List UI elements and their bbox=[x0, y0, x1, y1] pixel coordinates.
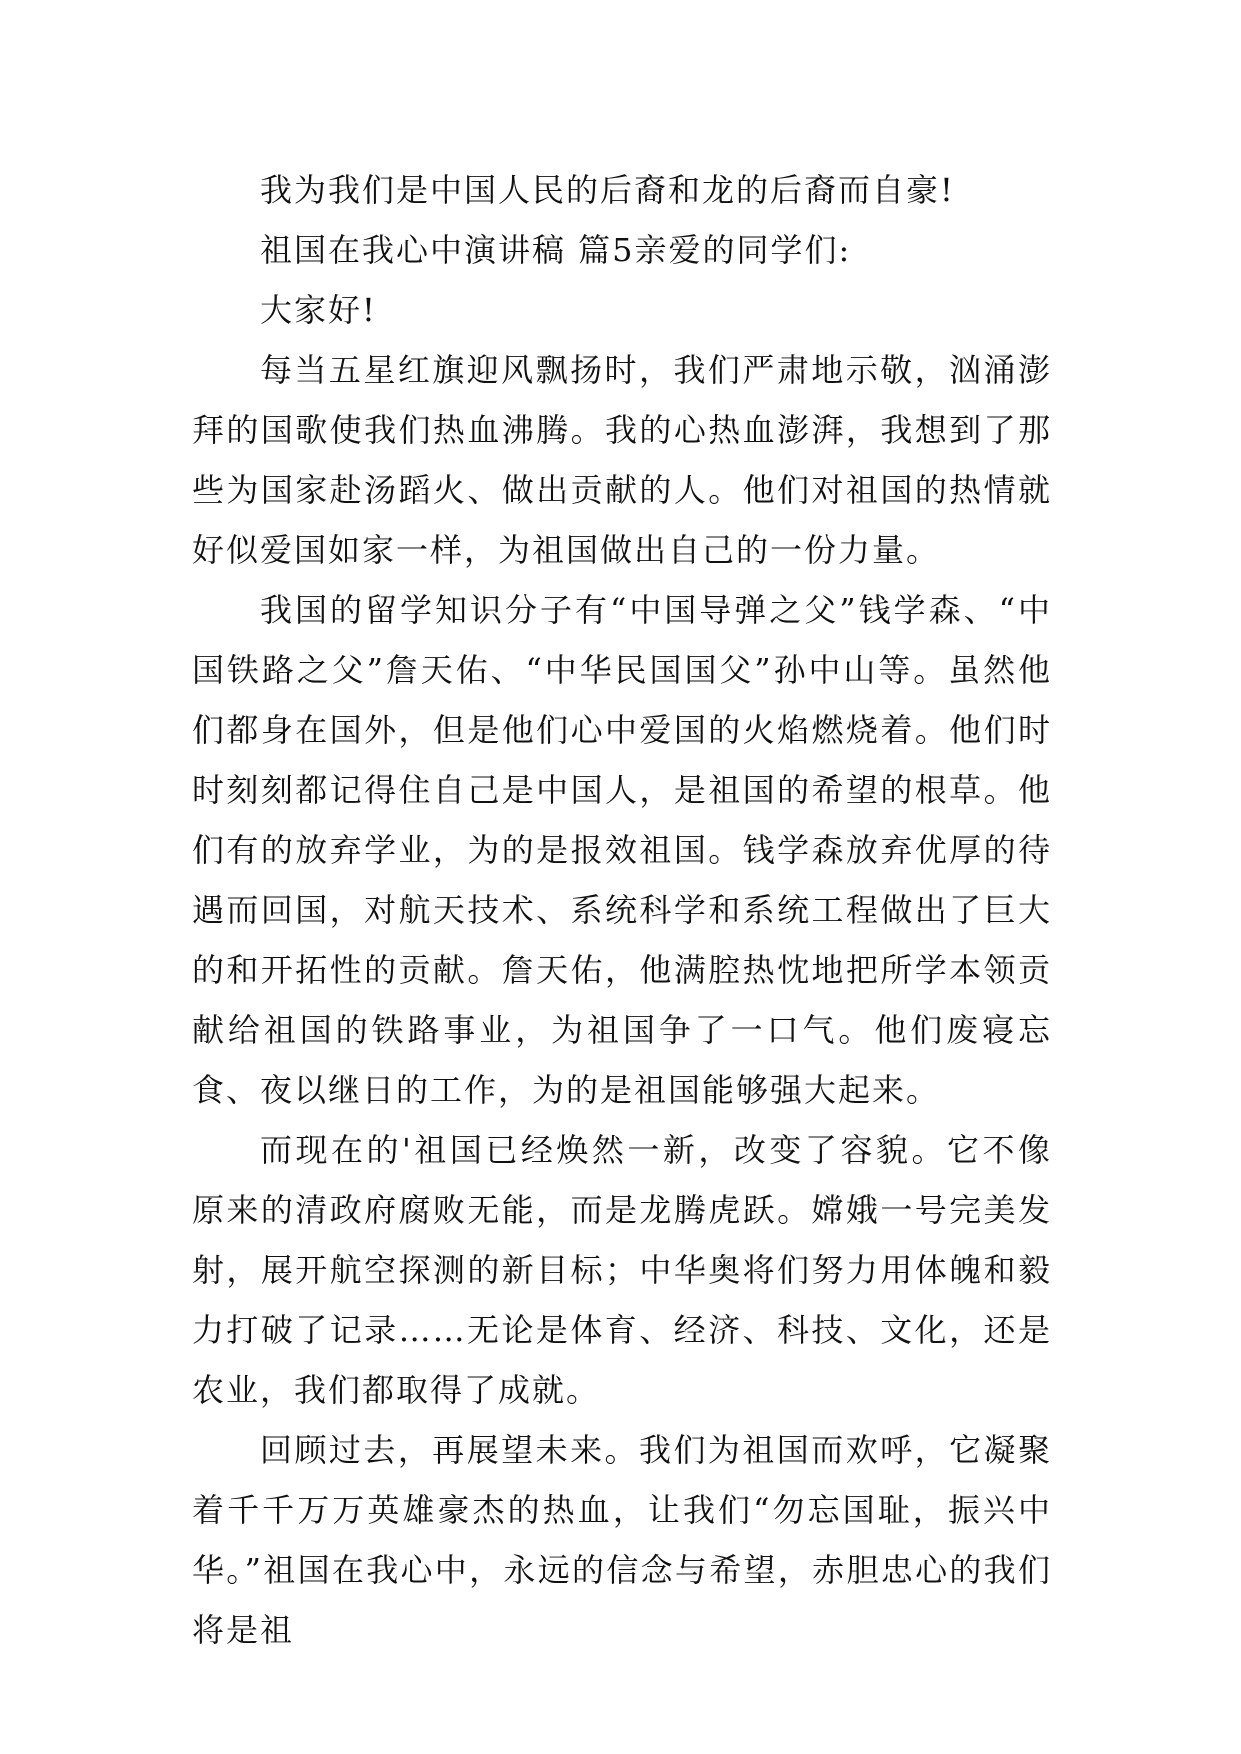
paragraph: 大家好! bbox=[260, 291, 377, 329]
document-body bbox=[192, 160, 1052, 1660]
paragraph: 回顾过去，再展望未来。我们为祖国而欢呼，它凝聚着千千万万英雄豪杰的热血，让我们“勿忘国耻，振兴中华。”祖国在我心中，永远的信念与希望，赤胆忠心的我们将是祖 bbox=[192, 1431, 1052, 1649]
paragraph: 我国的留学知识分子有“中国导弹之父”钱学森、“中国铁路之父”詹天佑、“中华民国国父”孙中山等。虽然他们都身在国外，但是他们心中爱国的火焰燃烧着。他们时时刻刻都记得住自己是中国人，是祖国的希望的根草。他们有的放弃学业，为的是报效祖国。钱学森放弃优厚的待遇而回国，对航天技术、系统科学和系统工程做出了巨大的和开拓性的贡献。詹天佑，他满腔热忱地把所学本领贡献给祖国的铁路事业，为祖国争了一口气。他们废寝忘食、夜以继日的工作，为的是祖国能够强大起来。 bbox=[192, 591, 1052, 1109]
paragraph: 而现在的'祖国已经焕然一新，改变了容貌。它不像原来的清政府腐败无能，而是龙腾虎跃。嫦娥一号完美发射，展开航空探测的新目标；中华奥将们努力用体魄和毅力打破了记录……无论是体育、经济、科技、文化，还是农业，我们都取得了成就。 bbox=[192, 1131, 1052, 1409]
paragraph: 每当五星红旗迎风飘扬时，我们严肃地示敬，汹涌澎拜的国歌使我们热血沸腾。我的心热血澎湃，我想到了那些为国家赴汤蹈火、做出贡献的人。他们对祖国的热情就好似爱国如家一样，为祖国做出自己的一份力量。 bbox=[192, 351, 1052, 569]
paragraph: 祖国在我心中演讲稿 篇5亲爱的同学们: bbox=[260, 231, 852, 269]
paragraph: 我为我们是中国人民的后裔和龙的后裔而自豪! bbox=[260, 171, 955, 209]
